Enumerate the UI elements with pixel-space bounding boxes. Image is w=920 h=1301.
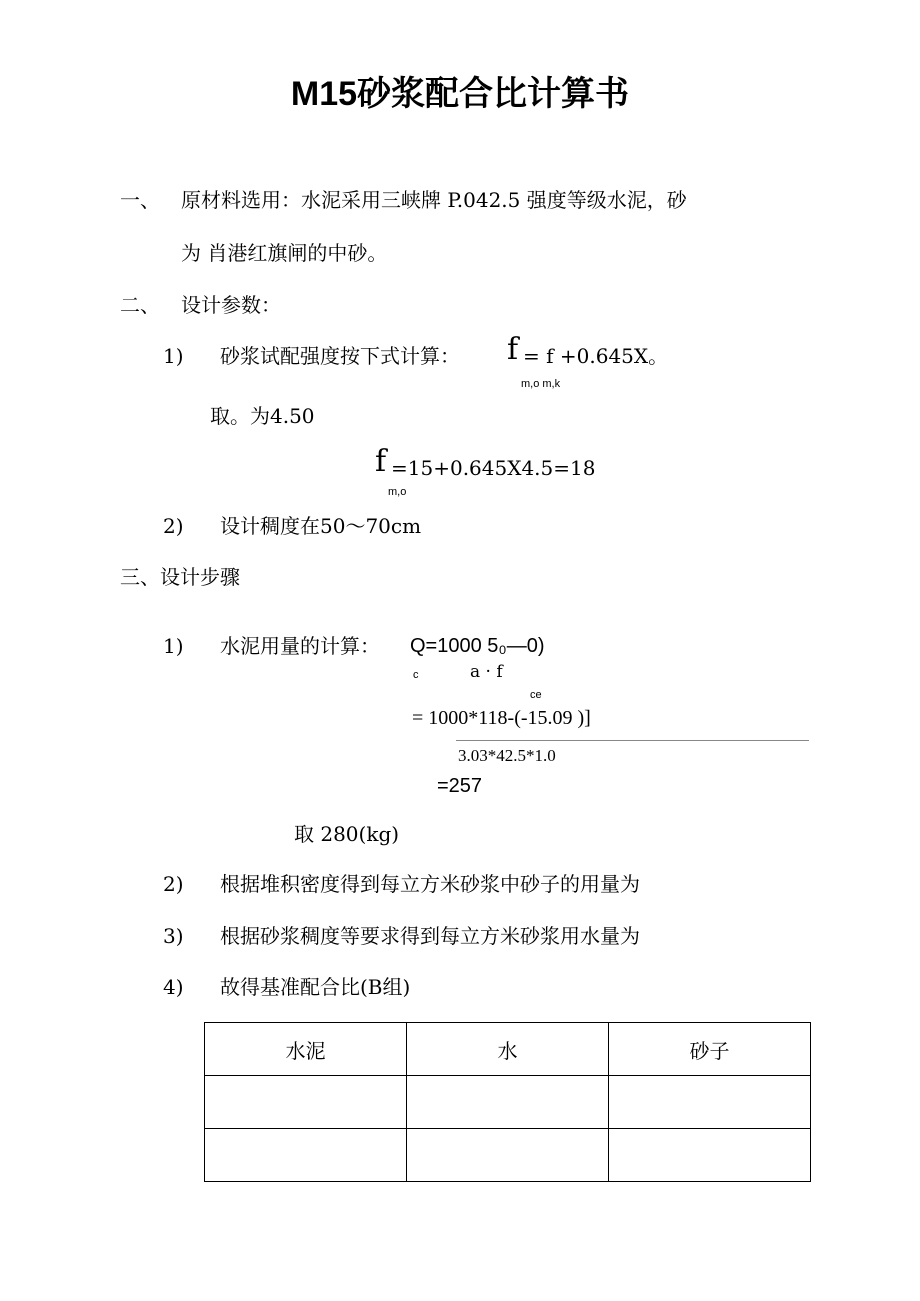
item-number: 2) bbox=[163, 514, 184, 538]
cement-take: 取 280(kg) bbox=[294, 822, 400, 846]
table-row bbox=[205, 1076, 811, 1129]
mix-ratio-table bbox=[204, 1022, 811, 1182]
calc-eq: =15+0.645X4.5=18 bbox=[391, 456, 596, 480]
sigma-value: 取。为4.50 bbox=[210, 404, 315, 428]
table-cell bbox=[205, 1129, 407, 1182]
cement-denominator: 3.03*42.5*1.0 bbox=[458, 746, 556, 765]
sub-ce: ce bbox=[530, 689, 542, 701]
calc-subscript: m,o bbox=[388, 486, 407, 498]
header-water: 水 bbox=[407, 1023, 609, 1076]
table-header-row bbox=[205, 1023, 811, 1076]
formula-eq: = f +0.645X。 bbox=[523, 344, 669, 368]
cement-calc-text: 水泥用量的计算： bbox=[220, 634, 380, 658]
cement-formula: Q=1000 5₀—0) bbox=[410, 635, 545, 657]
cement-result: =257 bbox=[437, 775, 483, 797]
cement-numerator: = 1000*118-(-15.09 )] bbox=[412, 707, 591, 729]
section-2-number: 二、 bbox=[120, 293, 160, 317]
section-1-text: 原材料选用：水泥采用三峡牌 P.042.5 强度等级水泥，砂 bbox=[181, 188, 687, 212]
item-number: 4) bbox=[163, 975, 184, 999]
item-number: 1) bbox=[163, 634, 184, 658]
sub-c: c bbox=[413, 669, 419, 681]
sand-text: 根据堆积密度得到每立方米砂浆中砂子的用量为 bbox=[220, 872, 640, 896]
header-sand: 砂子 bbox=[609, 1023, 811, 1076]
calc-f: f bbox=[375, 444, 387, 479]
consistency-text: 设计稠度在50〜70cm bbox=[220, 514, 422, 538]
page-title: M15砂浆配合比计算书 bbox=[290, 75, 630, 113]
section-3-heading: 三、设计步骤 bbox=[120, 565, 240, 589]
header-cement: 水泥 bbox=[205, 1023, 407, 1076]
formula-f: f bbox=[507, 332, 519, 367]
formula-denominator: a · f bbox=[470, 662, 503, 682]
item-number: 1) bbox=[163, 344, 184, 368]
water-text: 根据砂浆稠度等要求得到每立方米砂浆用水量为 bbox=[220, 924, 640, 948]
table-cell bbox=[609, 1076, 811, 1129]
table-cell bbox=[407, 1129, 609, 1182]
table-cell bbox=[609, 1129, 811, 1182]
table-cell bbox=[407, 1076, 609, 1129]
formula-subscripts: m,o m,k bbox=[521, 378, 561, 390]
strength-formula-text: 砂浆试配强度按下式计算： bbox=[220, 344, 460, 368]
item-number: 3) bbox=[163, 924, 184, 948]
table-cell bbox=[205, 1076, 407, 1129]
section-2-heading: 设计参数： bbox=[181, 293, 281, 317]
item-number: 2) bbox=[163, 872, 184, 896]
table-row bbox=[205, 1129, 811, 1182]
fraction-line bbox=[456, 740, 809, 741]
mix-ratio-text: 故得基准配合比(B组) bbox=[220, 975, 411, 999]
section-1-text-cont: 为 肖港红旗闸的中砂。 bbox=[181, 241, 388, 265]
section-1-number: 一、 bbox=[120, 188, 160, 212]
